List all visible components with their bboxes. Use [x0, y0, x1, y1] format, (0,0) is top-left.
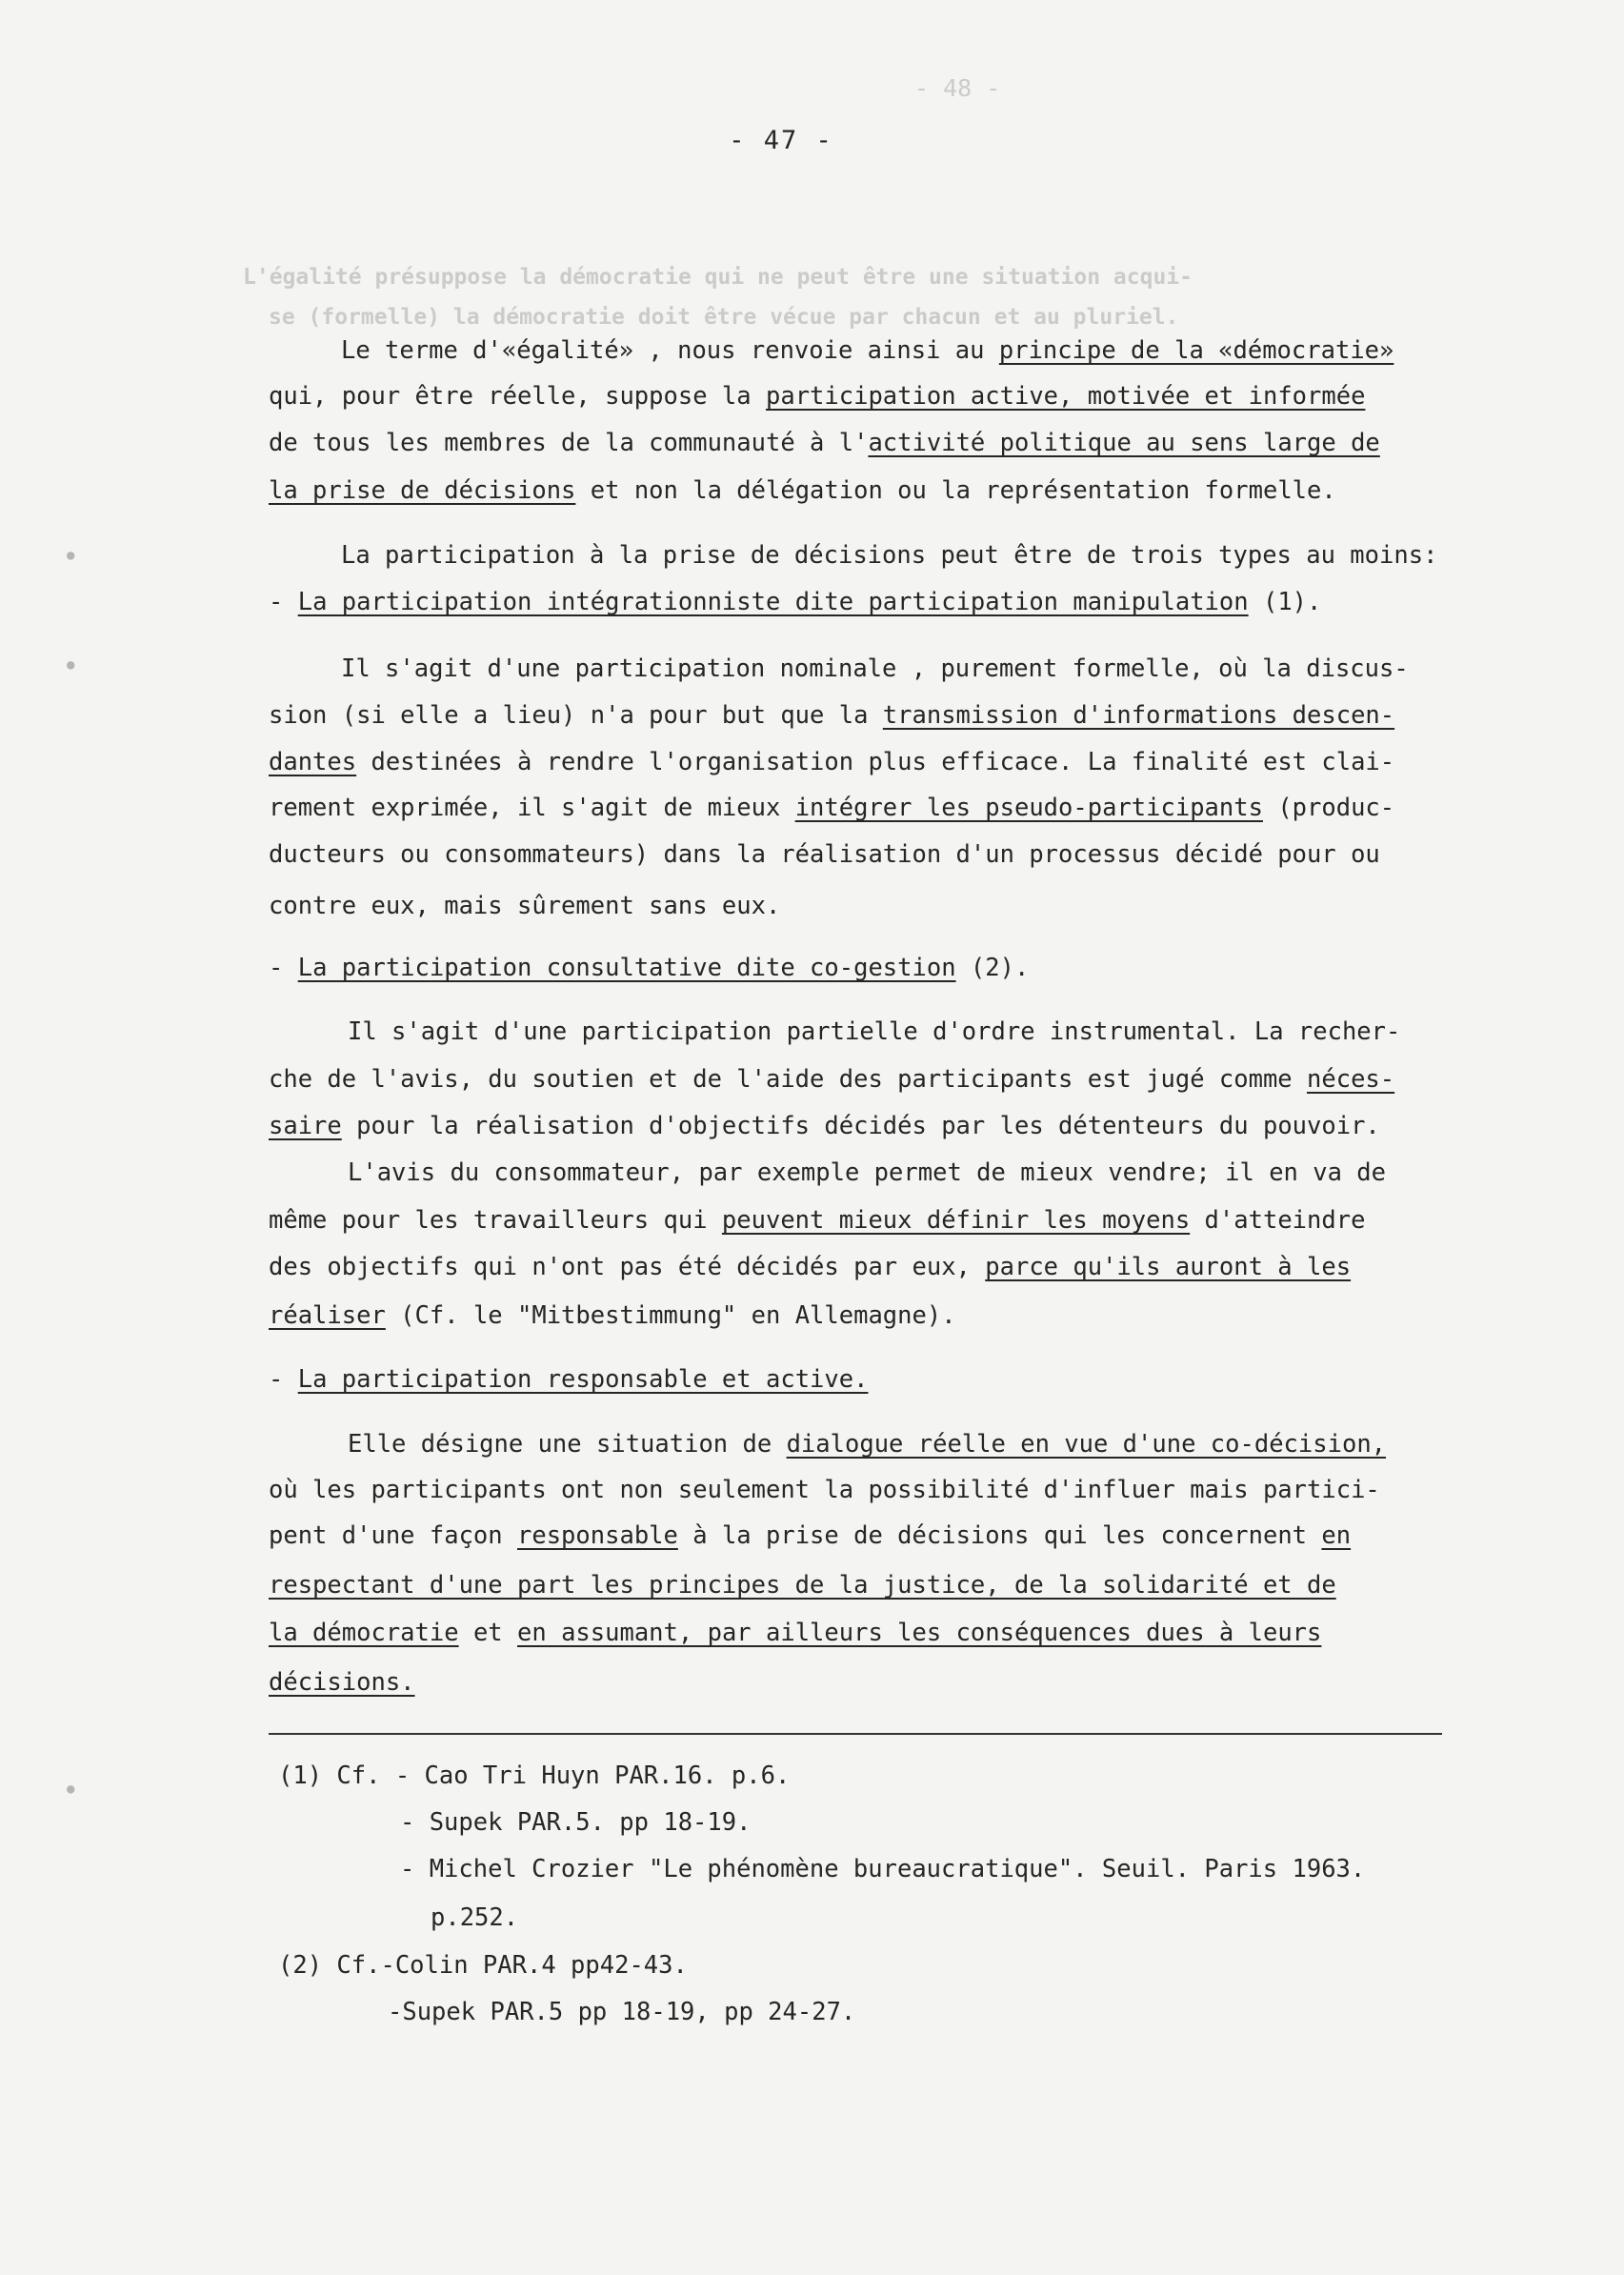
text-line: décisions. [269, 1668, 415, 1697]
text-line: saire pour la réalisation d'objectifs décidés par les détenteurs du pouvoir. [269, 1112, 1380, 1140]
text-line: la démocratie et en assumant, par ailleurs les conséquences dues à leurs [269, 1619, 1322, 1647]
ghost-heading-line: L'égalité présuppose la démocratie qui ne peut être une situation acqui- [243, 265, 1193, 290]
footnote-separator [269, 1733, 1442, 1735]
text-line: la prise de décisions et non la délégation ou la représentation formelle. [269, 476, 1336, 505]
ghost-page-number: - 48 - [914, 74, 1001, 102]
text-line: contre eux, mais sûrement sans eux. [269, 892, 781, 920]
page-number: - 47 - [729, 126, 833, 155]
list-item: - La participation consultative dite co-gestion (2). [269, 954, 1030, 982]
footnote: (1) Cf. - Cao Tri Huyn PAR.16. p.6. [278, 1762, 791, 1790]
text-line: où les participants ont non seulement la possibilité d'influer mais partici- [269, 1476, 1380, 1504]
text-line: des objectifs qui n'ont pas été décidés par eux, parce qu'ils auront à les [269, 1253, 1352, 1281]
text-line: La participation à la prise de décisions peut être de trois types au moins: [341, 541, 1438, 570]
text-line: qui, pour être réelle, suppose la participation active, motivée et informée [269, 382, 1366, 411]
text-line: réaliser (Cf. le "Mitbestimmung" en Allemagne). [269, 1301, 956, 1330]
margin-mark: ● [67, 548, 75, 563]
text-line: dantes destinées à rendre l'organisation plus efficace. La finalité est clai- [269, 748, 1395, 776]
text-line: Le terme d'«égalité» , nous renvoie ainsi au principe de la «démocratie» [341, 336, 1394, 365]
text-line: Elle désigne une situation de dialogue réelle en vue d'une co-décision, [348, 1430, 1387, 1459]
text-line: ducteurs ou consommateurs) dans la réalisation d'un processus décidé pour ou [269, 840, 1380, 869]
list-item: - La participation responsable et active. [269, 1365, 869, 1394]
text-line: sion (si elle a lieu) n'a pour but que la transmission d'informations descen- [269, 701, 1395, 730]
margin-mark: ● [67, 1782, 75, 1797]
footnote: - Michel Crozier "Le phénomène bureaucratique". Seuil. Paris 1963. [400, 1855, 1366, 1883]
footnote: -Supek PAR.5 pp 18-19, pp 24-27. [388, 1998, 856, 2026]
footnote: - Supek PAR.5. pp 18-19. [400, 1808, 752, 1837]
text-line: même pour les travailleurs qui peuvent mieux définir les moyens d'atteindre [269, 1206, 1366, 1235]
margin-mark: ● [67, 657, 75, 673]
text-line: che de l'avis, du soutien et de l'aide des participants est jugé comme néces- [269, 1065, 1395, 1094]
text-line: Il s'agit d'une participation nominale , purement formelle, où la discus- [341, 654, 1409, 683]
text-line: Il s'agit d'une participation partielle d'ordre instrumental. La recher- [348, 1017, 1401, 1046]
list-item: - La participation intégrationniste dite participation manipulation (1). [269, 588, 1322, 616]
text-line: pent d'une façon responsable à la prise de décisions qui les concernent en [269, 1521, 1352, 1550]
text-line: rement exprimée, il s'agit de mieux intégrer les pseudo-participants (produc- [269, 794, 1395, 822]
text-line: de tous les membres de la communauté à l'activité politique au sens large de [269, 429, 1380, 457]
text-line: L'avis du consommateur, par exemple permet de mieux vendre; il en va de [348, 1158, 1387, 1187]
ghost-heading-line: se (formelle) la démocratie doit être vécue par chacun et au pluriel. [269, 305, 1179, 330]
footnote: p.252. [431, 1903, 519, 1932]
text-line: respectant d'une part les principes de la justice, de la solidarité et de [269, 1571, 1336, 1600]
footnote: (2) Cf.-Colin PAR.4 pp42-43. [278, 1951, 688, 1980]
